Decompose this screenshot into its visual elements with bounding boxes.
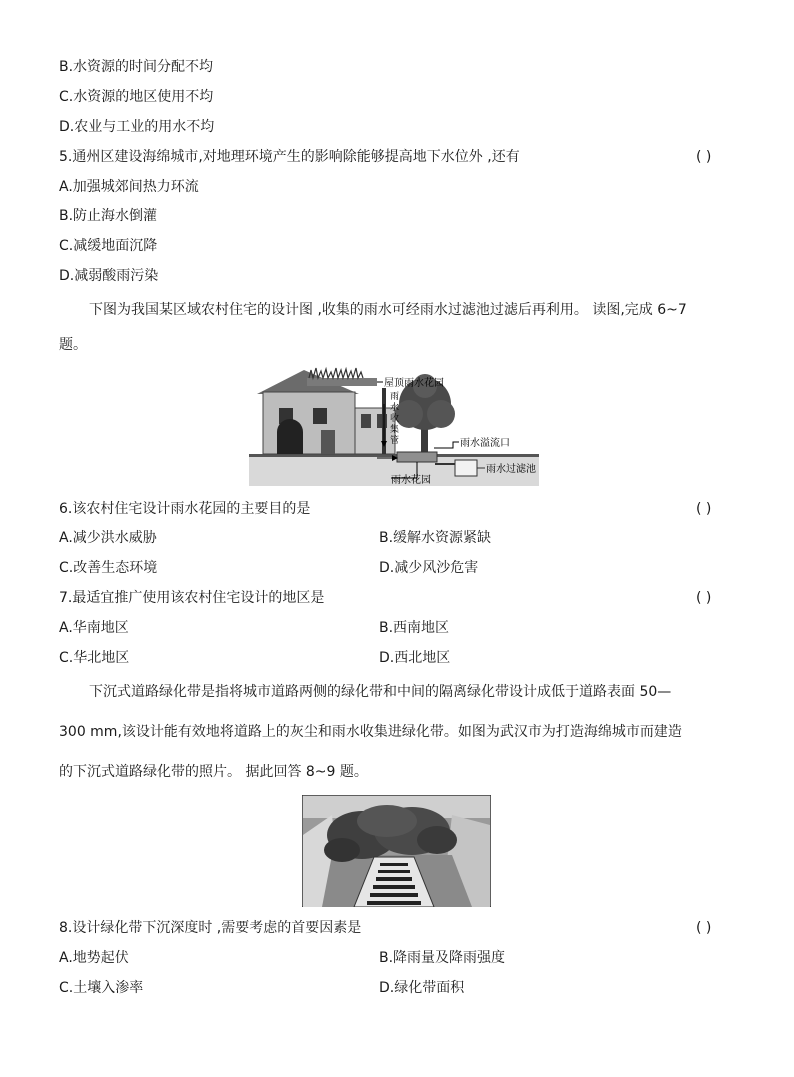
intro2-line1: 下沉式道路绿化带是指将城市道路两侧的绿化带和中间的隔离绿化带设计成低于道路表面 50— bbox=[89, 684, 672, 700]
arched-window bbox=[277, 419, 303, 454]
q8-option-d: D.绿化带面积 bbox=[379, 980, 465, 996]
q7-option-c: C.华北地区 bbox=[59, 650, 130, 666]
label-filter: 雨水过滤池 bbox=[486, 464, 536, 475]
q5-stem: 5.通州区建设海绵城市,对地理环境产生的影响除能够提高地下水位外 ,还有 bbox=[59, 149, 520, 165]
svg-text:管: 管 bbox=[390, 436, 400, 446]
intro1-line2: 题。 bbox=[59, 337, 87, 353]
svg-text:集: 集 bbox=[390, 425, 400, 435]
filter-tank bbox=[455, 460, 477, 476]
q4-option-d: D.农业与工业的用水不均 bbox=[59, 119, 215, 135]
q5-option-a: A.加强城郊间热力环流 bbox=[59, 179, 199, 195]
rural-house-figure bbox=[249, 364, 539, 486]
q6-stem: 6.该农村住宅设计雨水花园的主要目的是 bbox=[59, 501, 311, 517]
window bbox=[313, 408, 327, 424]
q7-option-b: B.西南地区 bbox=[379, 620, 450, 636]
q6-option-c: C.改善生态环境 bbox=[59, 560, 158, 576]
q5-answer-paren: ( ) bbox=[696, 149, 712, 165]
svg-text:收: 收 bbox=[390, 414, 400, 424]
svg-text:雨: 雨 bbox=[390, 392, 400, 402]
q8-stem: 8.设计绿化带下沉深度时 ,需要考虑的首要因素是 bbox=[59, 920, 362, 936]
q4-option-b: B.水资源的时间分配不均 bbox=[59, 59, 214, 75]
intro2-line2: 300 mm,该设计能有效地将道路上的灰尘和雨水收集进绿化带。如图为武汉市为打造海绵城市而建造 bbox=[59, 724, 682, 740]
house-body bbox=[263, 392, 355, 454]
q4-option-c: C.水资源的地区使用不均 bbox=[59, 89, 214, 105]
label-overflow: 雨水溢流口 bbox=[460, 438, 510, 449]
q6-option-d: D.减少风沙危害 bbox=[379, 560, 479, 576]
q8-answer-paren: ( ) bbox=[696, 920, 712, 936]
intro1-line1: 下图为我国某区域农村住宅的设计图 ,收集的雨水可经雨水过滤池过滤后再利用。 读图,完成 6~7 bbox=[89, 302, 687, 318]
q8-option-b: B.降雨量及降雨强度 bbox=[379, 950, 506, 966]
q5-option-d: D.减弱酸雨污染 bbox=[59, 268, 159, 284]
q7-stem: 7.最适宜推广使用该农村住宅设计的地区是 bbox=[59, 590, 325, 606]
intro2-line3: 的下沉式道路绿化带的照片。 据此回答 8~9 题。 bbox=[59, 764, 368, 780]
q6-option-b: B.缓解水资源紧缺 bbox=[379, 530, 492, 546]
svg-text:水: 水 bbox=[390, 403, 400, 413]
q8-option-c: C.土壤入渗率 bbox=[59, 980, 144, 996]
q5-option-c: C.减缓地面沉降 bbox=[59, 238, 158, 254]
q5-option-b: B.防止海水倒灌 bbox=[59, 208, 158, 224]
label-rain-garden: 雨水花园 bbox=[391, 475, 431, 486]
rain-garden-basin bbox=[397, 452, 437, 462]
q7-option-d: D.西北地区 bbox=[379, 650, 451, 666]
door bbox=[321, 430, 335, 454]
q6-option-a: A.减少洪水威胁 bbox=[59, 530, 157, 546]
q7-option-a: A.华南地区 bbox=[59, 620, 129, 636]
sunken-greenbelt-photo bbox=[302, 795, 491, 907]
label-pipe bbox=[390, 391, 399, 446]
label-roof-garden: 屋顶雨水花园 bbox=[384, 378, 444, 389]
q8-option-a: A.地势起伏 bbox=[59, 950, 129, 966]
q7-answer-paren: ( ) bbox=[696, 590, 712, 606]
q6-answer-paren: ( ) bbox=[696, 501, 712, 517]
